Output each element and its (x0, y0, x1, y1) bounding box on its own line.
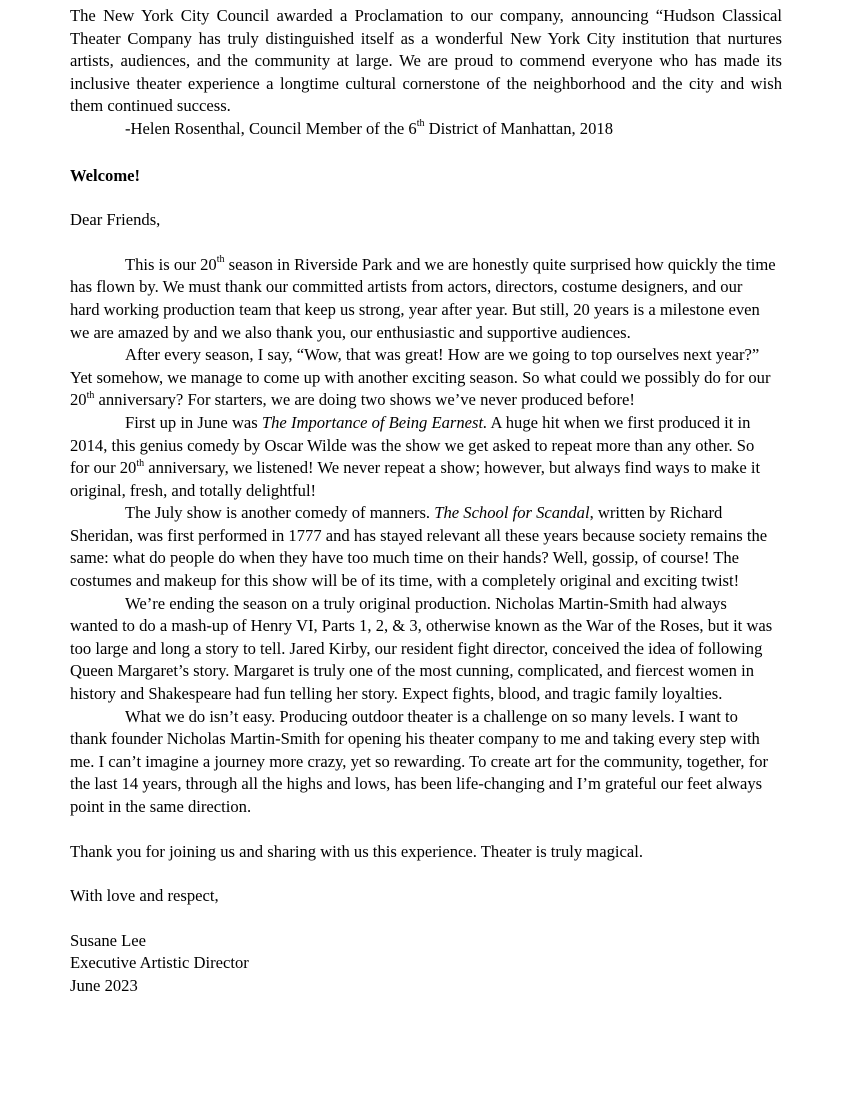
paragraph-text: After every season, I say, “Wow, that was great! How are we going to top ourselves next year?” Yet somehow, we manage to come up with another exciting season. So what could we possibly do for our 20 (70, 345, 771, 410)
quote-attribution (70, 118, 782, 141)
paragraph-anniversary (70, 344, 776, 412)
welcome-heading: Welcome! (70, 165, 141, 185)
proclamation-quote: The New York City Council awarded a Proclamation to our company, announcing “Hudson Classical Theater Company has truly distinguished itself as a wonderful New York City institution that nurtures artists, audiences, and the community at large. We are proud to commend everyone who has made its inclusive theater experience a longtime cultural cornerstone of the neighborhood and the city and wish them continued success. (70, 6, 782, 116)
play-title: The School for Scandal (434, 503, 590, 523)
signer-title: Executive Artistic Director (70, 953, 249, 973)
play-title: The Importance of Being Earnest. (261, 412, 488, 432)
attribution-prefix: -Helen Rosenthal, Council Member of the 6 (125, 118, 417, 138)
paragraph-text: The July show is another comedy of manners. (125, 503, 435, 523)
attribution-ordinal: th (416, 118, 425, 130)
attribution-suffix: District of Manhattan, 2018 (424, 118, 613, 138)
signer-name: Susane Lee (70, 930, 147, 950)
paragraph-text: anniversary? For starters, we are doing two shows we’ve never produced before! (94, 390, 635, 410)
ordinal-suffix: th (216, 254, 225, 266)
letter-page (70, 5, 782, 998)
paragraph-season-finale: We’re ending the season on a truly original production. Nicholas Martin-Smith had always wanted to do a mash-up of Henry VI, Parts 1, 2, & 3, otherwise known as the War of the Roses, but it was too large and long a story to tell. Jared Kirby, our resident fight director, conceived the idea of following Queen Margaret’s story. Margaret is truly one of the most cunning, complicated, and fiercest women in history and Shakespeare had fun telling her story. Expect fights, blood, and tragic family loyalties. (70, 593, 773, 704)
paragraph-text: season in Riverside Park and we are honestly quite surprised how quickly the time has flown by. We must thank our committed artists from actors, directors, costume designers, and our hard working production team that keep us strong, year after year. But still, 20 years is a milestone even we are amazed by and we also thank you, our enthusiastic and supportive audiences. (70, 254, 776, 342)
paragraph-text: This is our 20 (125, 254, 217, 274)
letter-date: June 2023 (70, 975, 138, 995)
paragraph-text: , written by Richard Sheridan, was first performed in 1777 and has stayed relevant all these years because society remains the same: what do people do when they have too much time on their hands? Well, gossip, of course! The costumes and makeup for this show will be of its time, with a completely original and exciting twist! (70, 503, 768, 591)
paragraph-thanks: What we do isn’t easy. Producing outdoor theater is a challenge on so many levels. I want to thank founder Nicholas Martin-Smith for opening his theater company to me and taking every step with me. I can’t imagine a journey more crazy, yet so rewarding. To create art for the community, together, for the last 14 years, through all the highs and lows, has been life-changing and I’m grateful our feet always point in the same direction. (70, 706, 769, 816)
paragraph-text: First up in June was (125, 412, 262, 432)
closing-line: Thank you for joining us and sharing with us this experience. Theater is truly magical. (70, 841, 643, 861)
ordinal-suffix: th (86, 389, 95, 401)
signature-block (70, 930, 782, 998)
letter-body (70, 254, 776, 819)
paragraph-text: anniversary, we listened! We never repeat a show; however, but always find ways to make it original, fresh, and totally delightful! (70, 458, 761, 500)
signoff: With love and respect, (70, 886, 219, 906)
paragraph-twentieth-season (70, 254, 776, 344)
paragraph-text: A huge hit when we first produced it in 2014, this genius comedy by Oscar Wilde was the show we get asked to repeat more than any other. So for our 20 (70, 412, 755, 478)
ordinal-suffix: th (136, 457, 145, 469)
paragraph-july-show (70, 502, 776, 592)
salutation: Dear Friends, (70, 210, 161, 230)
paragraph-june-show (70, 412, 776, 502)
